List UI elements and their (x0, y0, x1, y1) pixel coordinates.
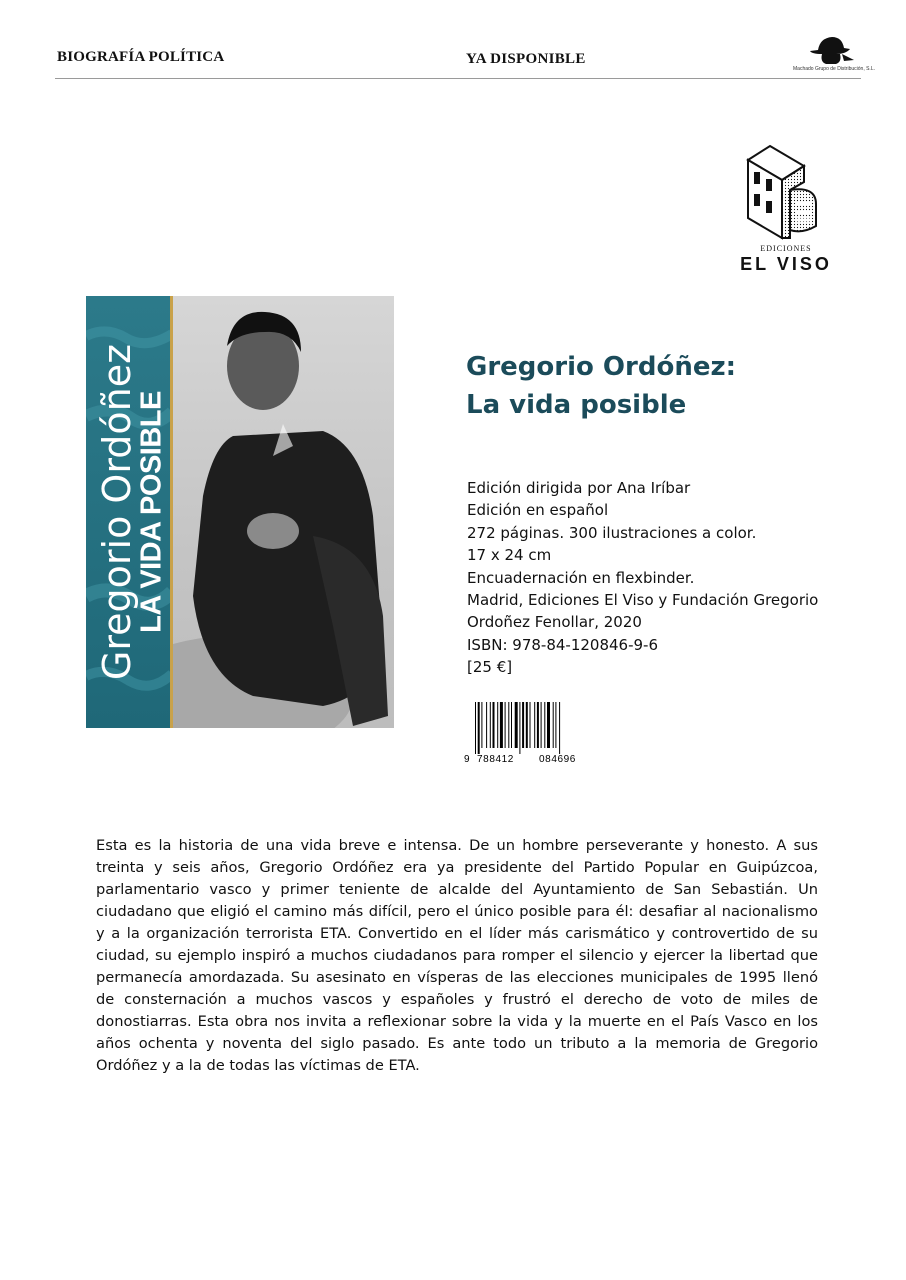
book-title-line-1: Gregorio Ordóñez: (466, 352, 736, 382)
building-logo-icon (742, 142, 822, 242)
barcode-first-digit: 9 (464, 754, 470, 765)
barcode-group-2: 084696 (539, 754, 576, 765)
barcode-bar (559, 702, 560, 754)
barcode-bar (522, 702, 524, 748)
publisher-name: EL VISO (740, 254, 832, 274)
barcode-bar (553, 702, 554, 748)
barcode-group-1: 788412 (477, 754, 514, 765)
barcode-bar (478, 702, 480, 754)
cover-subtitle: LA VIDA POSIBLE (135, 391, 168, 633)
barcode-bar (534, 702, 535, 748)
distributor-caption: Machado Grupo de Distribución, S.L. (793, 66, 875, 72)
barcode-bar (519, 702, 520, 754)
barcode-bar (511, 702, 512, 748)
barcode-bar (526, 702, 528, 748)
barcode-bar (544, 702, 545, 748)
detail-isbn: ISBN: 978-84-120846-9-6 (467, 635, 658, 654)
cover-photograph (173, 296, 394, 728)
detail-pages: 272 páginas. 300 ilustraciones a color. (467, 523, 757, 542)
header-divider (55, 78, 861, 79)
barcode-bar (530, 702, 531, 748)
barcode-bar (497, 702, 498, 748)
barcode-bar (481, 702, 482, 748)
cover-title-block (86, 296, 172, 728)
barcode-bar (493, 702, 495, 748)
barcode-bar (541, 702, 542, 748)
barcode-bar (537, 702, 539, 748)
category-heading: BIOGRAFÍA POLÍTICA (57, 49, 225, 65)
detail-price: [25 €] (467, 658, 513, 677)
barcode-bar (547, 702, 550, 748)
barcode-bar (555, 702, 556, 748)
book-description: Esta es la historia de una vida breve e intensa. De un hombre perseverante y honesto. A sus treinta y seis años, Gregorio Ordóñez era ya presidente del Partido Popular en Guipúzcoa, parlamentario vasco y primer teniente de alcalde del Ayuntamiento de San Sebastián. Un ciudadano que eligió el camino más difícil, pero el único posible para él: desafiar al nacionalismo y a la organización terrorista ETA. Convertido en el líder más carismático y controvertido de su ciudad, su ejemplo inspiró a muchos ciudadanos para romper el silencio y ejercer la libertad que permanecía amordazada. Su asesinato en vísperas de las elecciones municipales de 1995 llenó de consternación a muchos vascos y españoles y frustró el derecho de voto de miles de donostiarras. Esta obra nos invita a reflexionar sobre la vida y la muerte en el País Vasco en los años ochenta y noventa del siglo pasado. Es ante todo un tributo a la memoria de Gregorio Ordóñez y a la de todas las víctimas de ETA. (96, 837, 818, 1074)
barcode-bar (505, 702, 506, 748)
detail-editor: Edición dirigida por Ana Iríbar (467, 479, 691, 497)
detail-binding: Encuadernación en flexbinder. (467, 568, 695, 587)
barcode-bar (490, 702, 491, 748)
barcode-bar (486, 702, 487, 748)
barcode-bar (500, 702, 503, 748)
book-title (466, 348, 736, 424)
detail-size: 17 x 24 cm (467, 546, 552, 565)
detail-publisher-line-1: Madrid, Ediciones El Viso y Fundación Gregorio (467, 591, 819, 610)
availability-heading: YA DISPONIBLE (466, 51, 586, 67)
publisher-label: EDICIONES (760, 244, 812, 253)
cover-author-name: Gregorio Ordóñez (95, 343, 139, 681)
barcode-bar (508, 702, 509, 748)
barcode-bar (475, 702, 476, 754)
book-title-line-2: La vida posible (466, 390, 687, 420)
barcode (461, 700, 597, 766)
barcode-bar (515, 702, 518, 748)
book-cover (86, 296, 394, 728)
book-details (467, 477, 837, 679)
detail-publisher-line-2: Ordoñez Fenollar, 2020 (467, 613, 642, 632)
detail-language: Edición en español (467, 501, 609, 520)
